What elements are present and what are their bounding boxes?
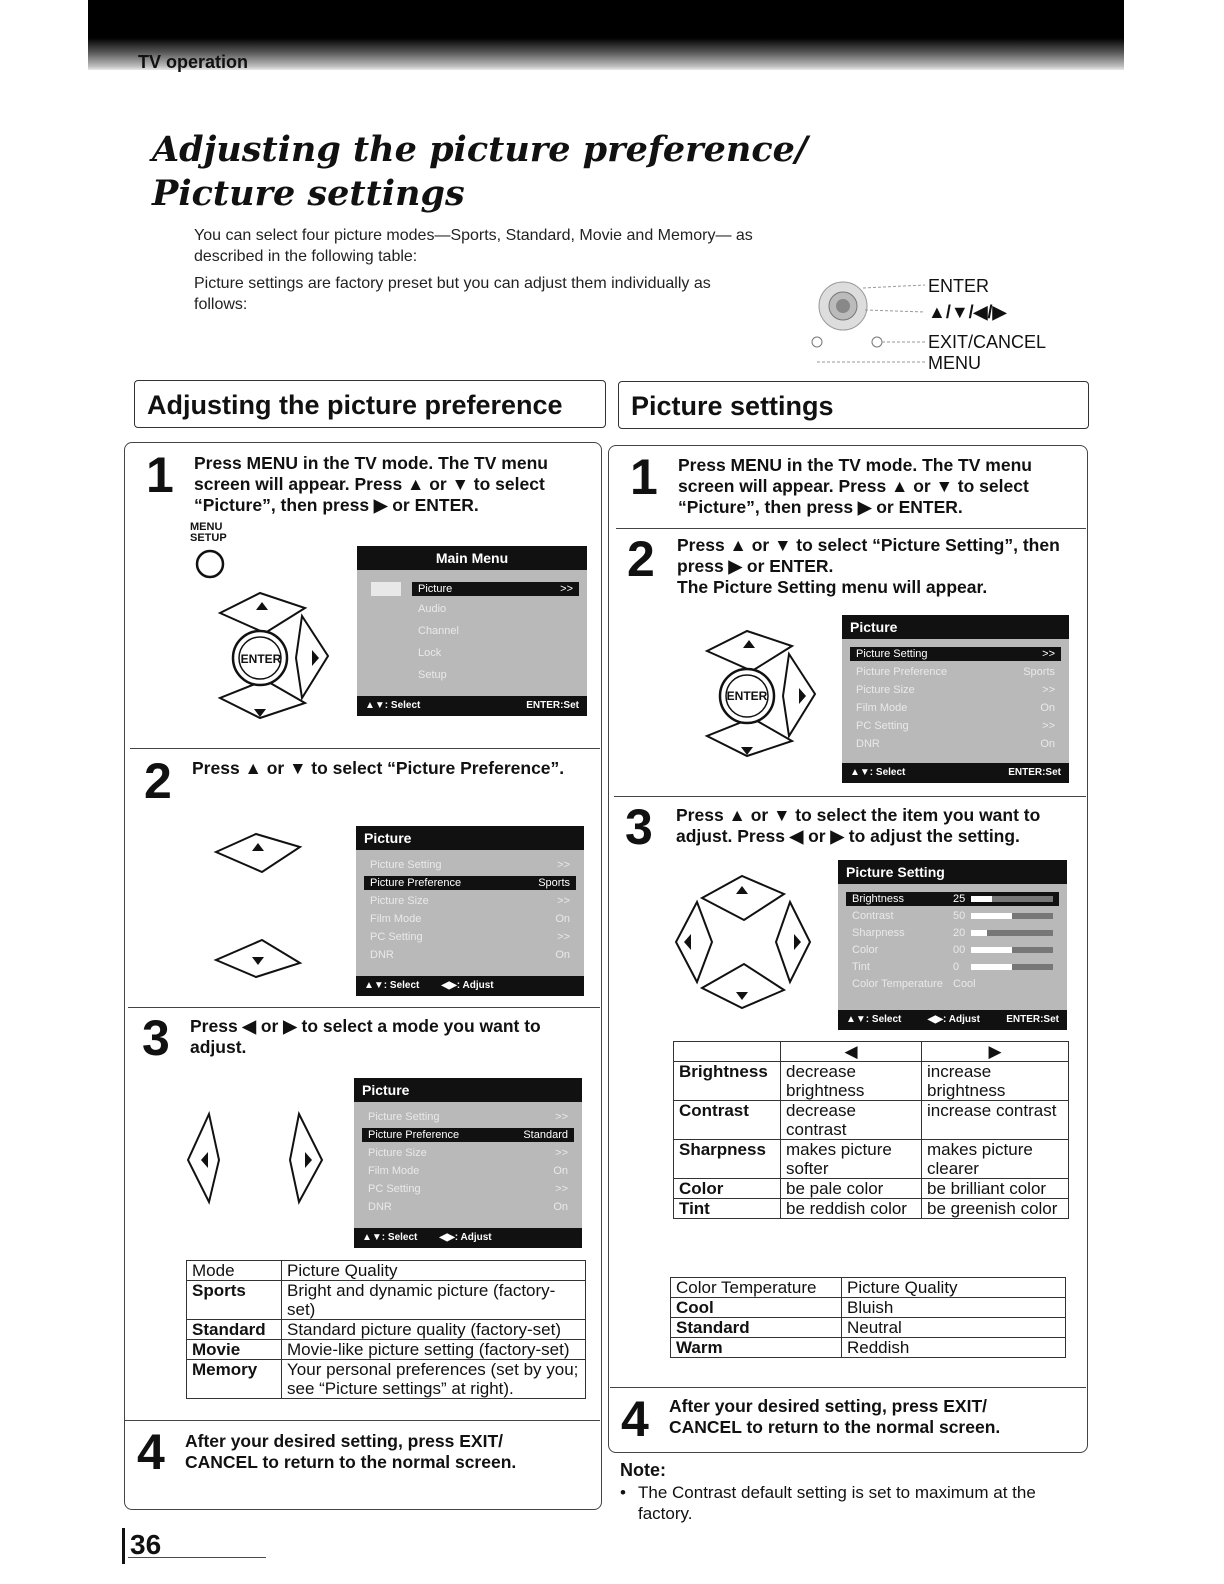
right-button-icon xyxy=(284,1110,329,1205)
divider xyxy=(124,1420,600,1421)
setting-level-fill xyxy=(971,896,992,902)
setting-level-fill xyxy=(971,913,1012,919)
table-row: Sharpness makes picture softer makes picture clearer xyxy=(674,1140,1069,1179)
main-menu-item-lock: Lock xyxy=(418,647,442,659)
picture-menu-a-row-selected: Picture Preference Sports xyxy=(364,876,576,890)
enter-button-label: ENTER xyxy=(240,652,282,666)
picture-setting-row xyxy=(846,909,1059,923)
divider xyxy=(128,1007,600,1008)
picture-setting-row xyxy=(846,943,1059,957)
picture-menu-a-row: Film Mode On xyxy=(370,913,570,925)
remote-control-icon xyxy=(805,270,930,380)
left-step-3-number: 3 xyxy=(142,1010,170,1066)
left-step-3-text: Press ◀ or ▶ to select a mode you want to adjust. xyxy=(190,1016,541,1057)
right-step-4-number: 4 xyxy=(621,1391,649,1447)
main-menu-item-audio: Audio xyxy=(418,603,447,615)
table-row: Color Temperature Picture Quality xyxy=(671,1278,1066,1298)
picture-menu-b-footer: ▲▼: Select ◀▶: Adjust xyxy=(354,1228,582,1248)
intro-paragraph-1: You can select four picture modes—Sports, Standard, Movie and Memory— as described in the following table: xyxy=(194,227,753,265)
setting-level-bar xyxy=(971,930,1053,936)
picture-menu-b-row: DNR On xyxy=(368,1201,568,1213)
picture-menu-b-row: Picture Size >> xyxy=(368,1147,568,1159)
setting-label: Color xyxy=(852,944,879,956)
mode-table xyxy=(186,1260,586,1399)
left-heading: Adjusting the picture preference xyxy=(134,380,606,428)
picture-menu-screen-a xyxy=(356,826,584,996)
picture-menu-c-row-selected: Picture Setting >> xyxy=(850,647,1061,661)
divider xyxy=(610,1387,1086,1388)
page-title-line1: Adjusting the picture preference/ xyxy=(152,129,808,170)
up-button-icon xyxy=(212,832,307,882)
table-row: Tint be reddish color be greenish color xyxy=(674,1199,1069,1219)
picture-menu-a-row: Picture Setting >> xyxy=(370,859,570,871)
right-step-3-number: 3 xyxy=(625,799,653,855)
picture-menu-a-title: Picture xyxy=(356,826,584,850)
divider xyxy=(614,796,1086,797)
four-way-pad-icon xyxy=(672,870,817,1015)
picture-menu-a-row: Picture Size >> xyxy=(370,895,570,907)
main-menu-item-picture: Picture >> xyxy=(412,582,579,596)
menu-setup-label xyxy=(190,522,227,544)
setting-value: Cool xyxy=(953,978,976,990)
picture-menu-c-title: Picture xyxy=(842,615,1069,639)
right-step-2-number: 2 xyxy=(627,531,655,587)
right-step-3-text: Press ▲ or ▼ to select the item you want to adjust. Press ◀ or ▶ to adjust the setting. xyxy=(676,805,1041,846)
picture-setting-row xyxy=(846,977,1059,991)
main-menu-item-channel: Channel xyxy=(418,625,459,637)
picture-menu-b-title: Picture xyxy=(354,1078,582,1102)
picture-menu-c-footer: ▲▼: Select ENTER:Set xyxy=(842,763,1069,783)
picture-setting-title: Picture Setting xyxy=(838,860,1067,884)
setting-level-fill xyxy=(971,947,1012,953)
picture-setting-row-selected xyxy=(846,892,1059,906)
picture-setting-row xyxy=(846,960,1059,974)
picture-menu-b-row: PC Setting >> xyxy=(368,1183,568,1195)
setup-label: SETUP xyxy=(190,532,227,544)
left-step-1-number: 1 xyxy=(146,447,174,503)
page-number-underline xyxy=(128,1557,266,1558)
right-heading: Picture settings xyxy=(618,381,1089,429)
label-arrows: ▲/▼/◀/▶ xyxy=(928,302,1007,322)
picture-menu-b-row: Picture Setting >> xyxy=(368,1111,568,1123)
page-number-bar xyxy=(122,1528,125,1564)
divider xyxy=(616,528,1086,529)
main-menu-screen xyxy=(357,546,587,716)
divider xyxy=(130,748,600,749)
picture-menu-c-row: Film Mode On xyxy=(856,702,1055,714)
setting-level-bar xyxy=(971,896,1053,902)
left-step-1-text: Press MENU in the TV mode. The TV menu screen will appear. Press ▲ or ▼ to select “Picture”, then press ▶ or ENTER. xyxy=(194,453,548,515)
right-step-4-text: After your desired setting, press EXIT/ CANCEL to return to the normal screen. xyxy=(669,1396,1001,1437)
table-row: Brightness decrease brightness increase brightness xyxy=(674,1062,1069,1101)
setting-label: Sharpness xyxy=(852,927,905,939)
picture-menu-screen-c xyxy=(842,615,1069,783)
setting-label: Color Temperature xyxy=(852,978,943,990)
page-title-line2: Picture settings xyxy=(152,173,465,214)
main-menu-title: Main Menu xyxy=(357,546,587,570)
right-step-1-number: 1 xyxy=(630,449,658,505)
main-menu-footer: ▲▼: Select ENTER:Set xyxy=(357,696,587,716)
setting-value: 25 xyxy=(953,893,966,905)
picture-setting-footer: ▲▼: Select ◀▶: Adjust ENTER:Set xyxy=(838,1010,1067,1030)
left-step-4-number: 4 xyxy=(137,1424,165,1480)
note-label: Note: xyxy=(620,1460,666,1480)
table-row: Memory Your personal preferences (set by you; see “Picture settings” at right). xyxy=(187,1360,586,1399)
picture-menu-b-row-selected: Picture Preference Standard xyxy=(362,1128,574,1142)
picture-menu-screen-b xyxy=(354,1078,582,1248)
setting-value: 50 xyxy=(953,910,966,922)
table-row: Sports Bright and dynamic picture (factory-set) xyxy=(187,1281,586,1320)
picture-menu-icon xyxy=(371,582,401,596)
picture-menu-c-row: DNR On xyxy=(856,738,1055,750)
setting-label: Contrast xyxy=(852,910,894,922)
note-item xyxy=(620,1482,1060,1524)
picture-setting-row xyxy=(846,926,1059,940)
menu-button-icon xyxy=(195,548,225,580)
setting-value: 00 xyxy=(953,944,966,956)
left-step-2-text: Press ▲ or ▼ to select “Picture Preference”. xyxy=(192,758,565,778)
table-row: Cool Bluish xyxy=(671,1298,1066,1318)
table-row: Standard Standard picture quality (factory-set) xyxy=(187,1320,586,1340)
table-row: Warm Reddish xyxy=(671,1338,1066,1358)
setting-value: 0 xyxy=(953,961,960,973)
setting-value: 20 xyxy=(953,927,966,939)
picture-menu-a-row: PC Setting >> xyxy=(370,931,570,943)
setting-level-bar xyxy=(971,913,1053,919)
section-label: TV operation xyxy=(138,52,249,72)
adjust-table xyxy=(673,1041,1069,1219)
menu-label: MENU xyxy=(190,521,223,533)
right-step-2-text: Press ▲ or ▼ to select “Picture Setting”, then press ▶ or ENTER. xyxy=(677,535,1060,576)
left-button-icon xyxy=(184,1110,229,1205)
left-step-4-text: After your desired setting, press EXIT/ CANCEL to return to the normal screen. xyxy=(185,1431,517,1472)
picture-menu-b-row: Film Mode On xyxy=(368,1165,568,1177)
setting-level-bar xyxy=(971,947,1053,953)
left-step-2-number: 2 xyxy=(144,753,172,809)
main-menu-item-setup: Setup xyxy=(418,669,447,681)
picture-setting-screen xyxy=(838,860,1067,1030)
right-step-2-subtext: The Picture Setting menu will appear. xyxy=(677,577,988,597)
table-row: Color be pale color be brilliant color xyxy=(674,1179,1069,1199)
table-row: Standard Neutral xyxy=(671,1318,1066,1338)
enter-button-label: ENTER xyxy=(726,689,768,703)
table-row: Mode Picture Quality xyxy=(187,1261,586,1281)
down-button-icon xyxy=(212,935,307,985)
page-title xyxy=(152,128,808,216)
setting-level-bar xyxy=(971,964,1053,970)
note-text: The Contrast default setting is set to maximum at the factory. xyxy=(638,1483,1036,1523)
color-temperature-table xyxy=(670,1277,1066,1358)
picture-menu-c-row: PC Setting >> xyxy=(856,720,1055,732)
right-step-1-text: Press MENU in the TV mode. The TV menu screen will appear. Press ▲ or ▼ to select “Picture”, then press ▶ or ENTER. xyxy=(678,455,1032,517)
bullet: • xyxy=(620,1483,626,1502)
label-menu: MENU xyxy=(928,353,981,373)
setting-level-fill xyxy=(971,930,987,936)
picture-menu-a-footer: ▲▼: Select ◀▶: Adjust xyxy=(356,976,584,996)
label-enter: ENTER xyxy=(928,276,990,296)
picture-menu-c-row: Picture Size >> xyxy=(856,684,1055,696)
setting-label: Tint xyxy=(852,961,870,973)
picture-menu-a-row: DNR On xyxy=(370,949,570,961)
setting-label: Brightness xyxy=(852,893,904,905)
intro-paragraph-2: Picture settings are factory preset but you can adjust them individually as follows: xyxy=(194,275,711,313)
table-row: Movie Movie-like picture setting (factory-set) xyxy=(187,1340,586,1360)
picture-menu-c-row: Picture Preference Sports xyxy=(856,666,1055,678)
label-exit-cancel: EXIT/CANCEL xyxy=(928,332,1047,352)
setting-level-fill xyxy=(971,964,1012,970)
table-row: ◀ ▶ xyxy=(674,1042,1069,1062)
table-row: Contrast decrease contrast increase contrast xyxy=(674,1101,1069,1140)
page-number: 36 xyxy=(130,1529,162,1560)
